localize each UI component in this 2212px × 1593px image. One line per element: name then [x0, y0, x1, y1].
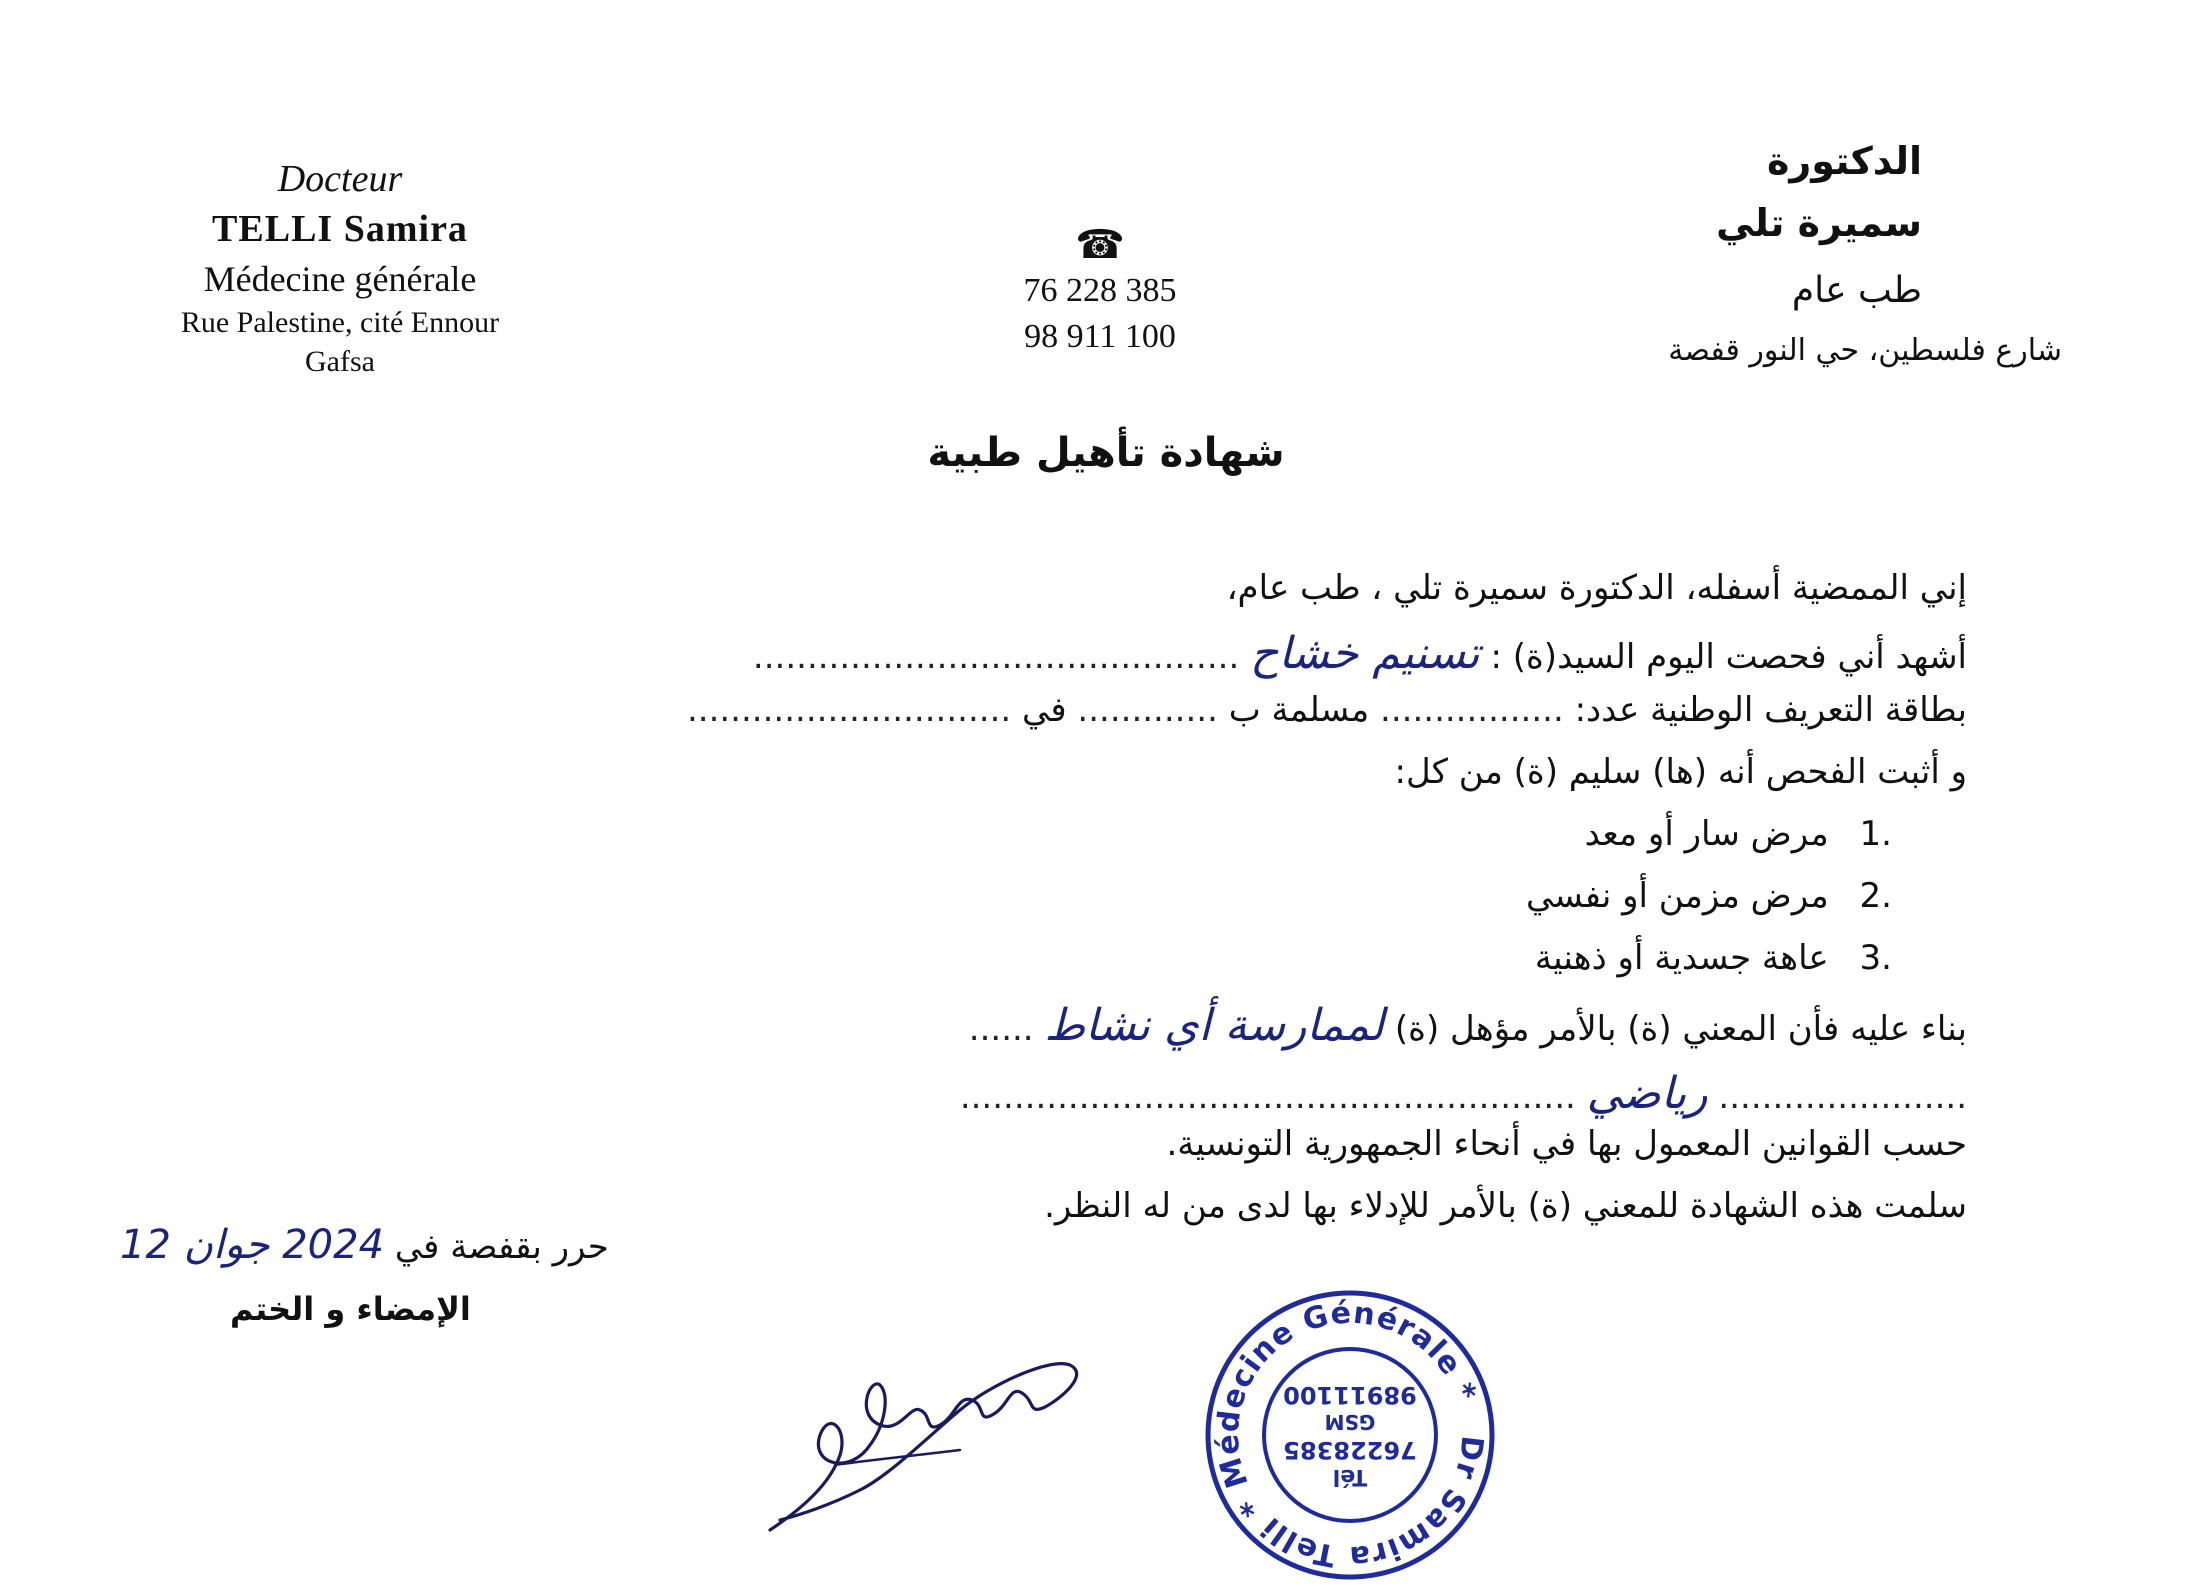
- body-line-4: و أثبت الفحص أنه (ها) سليم (ة) من كل:: [1394, 752, 1967, 792]
- city-fr: Gafsa: [305, 345, 375, 378]
- dotted-fill: .............: [1077, 690, 1218, 730]
- list-item: [1526, 876, 1892, 916]
- date-handwritten: 2024 جوان 12: [120, 1222, 385, 1268]
- list-item-text: مرض مزمن أو نفسي: [1525, 876, 1829, 916]
- body-line-3: [687, 690, 1967, 730]
- telephone-icon: ☎: [1075, 222, 1125, 268]
- stamp-tel: 76228385: [1283, 1436, 1417, 1464]
- address-fr: Rue Palestine, cité Ennour: [180, 306, 500, 339]
- issued-by-label: مسلمة ب: [1228, 690, 1370, 730]
- dotted-fill: .............................................: [752, 637, 1240, 677]
- list-item-text: مرض سار أو معد: [1584, 814, 1829, 854]
- dotted-fill: .........................................................: [959, 1077, 1576, 1117]
- stamp-gsm-label: GSM: [1324, 1410, 1376, 1434]
- doctor-title-fr: Docteur: [277, 158, 403, 200]
- header-french: [120, 155, 560, 381]
- body-line-6: [960, 1068, 1967, 1119]
- id-card-label: بطاقة التعريف الوطنية عدد:: [1574, 690, 1967, 730]
- dotted-fill: ..............................: [686, 690, 1012, 730]
- list-item: [1585, 814, 1892, 854]
- dotted-fill: .................: [1380, 690, 1564, 730]
- list-item-number: 3.: [1859, 938, 1892, 978]
- patient-name-handwritten: تسنيم خشاح: [1250, 628, 1480, 679]
- signature-label: الإمضاء و الختم: [230, 1290, 471, 1328]
- phone-number-1: 76 228 385: [1023, 272, 1177, 309]
- doctor-name-ar: سميرة تلي: [1716, 201, 1922, 245]
- stamp-gsm: 98911100: [1283, 1381, 1417, 1409]
- signature-image: [760, 1315, 1140, 1545]
- body-line-1: إني الممضية أسفله، الدكتورة سميرة تلي ، طب عام،: [1226, 568, 1967, 608]
- doctor-stamp: [1200, 1285, 1500, 1585]
- date-line: [120, 1222, 609, 1268]
- body-line-5: [969, 1000, 1967, 1051]
- phone-block: [960, 222, 1240, 360]
- list-item-number: 2.: [1859, 876, 1892, 916]
- body-line-2: [753, 628, 1967, 679]
- address-ar: شارع فلسطين، حي النور قفصة: [1668, 333, 2062, 368]
- doctor-name-fr: TELLI Samira: [212, 208, 468, 250]
- body-line-7: حسب القوانين المعمول بها في أنحاء الجمهورية التونسية.: [1166, 1124, 1967, 1164]
- activity-handwritten: لممارسة أي نشاط: [1044, 1000, 1385, 1051]
- stamp-ring-text: Dr Samira Telli * Médecine Générale *: [1210, 1295, 1490, 1575]
- list-item-text: عاهة جسدية أو ذهنية: [1534, 938, 1829, 978]
- specialty-ar: طب عام: [1791, 270, 1922, 311]
- dotted-fill: ......: [968, 1009, 1034, 1049]
- examined-label: أشهد أني فحصت اليوم السيد(ة) :: [1490, 637, 1967, 677]
- dotted-fill: .......................: [1718, 1077, 1967, 1117]
- activity-handwritten-2: رياضي: [1586, 1068, 1708, 1119]
- issued-in-label: في: [1022, 690, 1067, 730]
- date-label: حرر بقفصة في: [394, 1227, 609, 1267]
- specialty-fr: Médecine générale: [203, 259, 477, 299]
- qualified-label: بناء عليه فأن المعني (ة) بالأمر مؤهل (ة): [1394, 1009, 1967, 1049]
- list-item: [1535, 938, 1892, 978]
- document-title: شهادة تأهيل طبية: [927, 430, 1285, 476]
- phone-number-2: 98 911 100: [1024, 318, 1176, 355]
- doctor-title-ar: الدكتورة: [1767, 139, 1922, 183]
- header-arabic: [1572, 132, 2092, 376]
- body-line-8: سلمت هذه الشهادة للمعني (ة) بالأمر للإدلاء بها لدى من له النظر.: [1044, 1186, 1967, 1226]
- stamp-tel-label: Tél: [1332, 1464, 1368, 1489]
- list-item-number: 1.: [1859, 814, 1892, 854]
- svg-text:Dr Samira Telli * Médecine Gén: [1211, 1296, 1490, 1575]
